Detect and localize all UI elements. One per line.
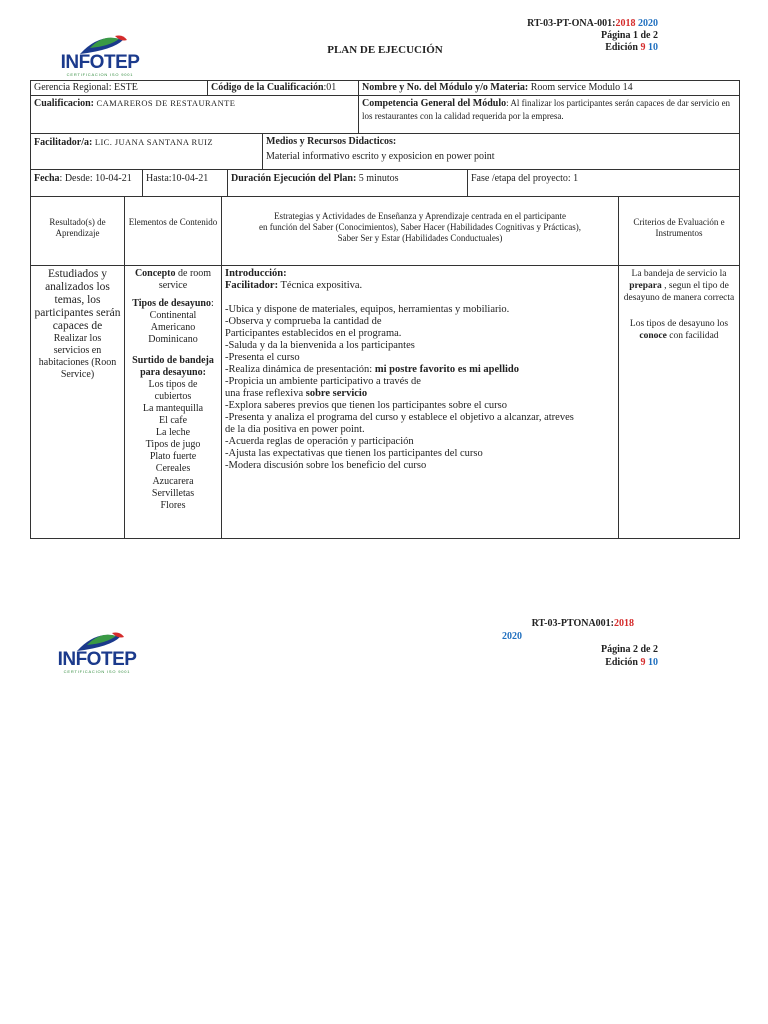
duracion-cell: Duración Ejecución del Plan: 5 minutos (228, 170, 468, 196)
header-estrategias: Estrategias y Actividades de Enseñanza y Aprendizaje centrada en el participante en función del Saber (Conocimientos), Saber Hacer (Habilidades Cognitivas y Prácticas), Saber Ser y Estar (Habilidades Conductuales) (222, 197, 619, 265)
medios-cell: Medios y Recursos Didacticos: Material informativo escrito y exposicion en power point (266, 136, 495, 162)
page-number: Página 2 de 2 (601, 644, 658, 655)
competencia-cell: Competencia General del Módulo: Al finalizar los participantes serán capaces de dar servicio en los restaurantes con la calidad requerida por la empresa. (362, 98, 731, 121)
document-header-info-page2 (500, 617, 660, 669)
row-facilitador (31, 134, 739, 170)
infotep-logo (55, 30, 145, 80)
logo-brand: INFOTEP (57, 649, 137, 670)
document-code: RT-03-PT-ONA-001:2018 2020 (527, 18, 658, 29)
header-criterios: Criterios de Evaluación e Instrumentos (633, 217, 725, 238)
resultados-cell: Estudiados y analizados los temas, los participantes serán capaces de Realizar los servicios en habitaciones (Roon Service) (31, 266, 125, 538)
logo-tagline: CERTIFICACION ISO 9001 (66, 72, 134, 77)
estrategias-cell: Introducción: Facilitador: Técnica expositiva. -Ubica y dispone de materiales, equipos, herramientas y mobiliario. -Observa y comprueba la cantidad de Participantes establecidos en el programa. -Saluda y da la bienvenida a los participantes -Presenta el curso -Realiza dinámica de presentación: mi postre favorito es mi apellido -Propicia un ambiente participativo a través de una frase reflexiva sobre servicio -Explora saberes previos que tienen los participantes sobre el curso -Presenta y analiza el programa del curso y establece el objetivo a alcanzar, atreves de la dia positiva en power point. -Acuerda reglas de operación y participación -Ajusta las expectativas que tienen los participantes del curso -Modera discusión sobre los beneficio del curso (222, 266, 619, 538)
codigo-cell: Código de la Cualificación:01 (208, 81, 359, 95)
criterio-2: Los tipos de desayuno los conoce con facilidad (629, 319, 729, 341)
logo-tagline: CERTIFICACION ISO 9001 (63, 669, 131, 674)
page-number: Página 1 de 2 (601, 30, 658, 41)
header-elementos: Elementos de Contenido (125, 197, 222, 265)
row-column-headers (31, 197, 739, 266)
execution-plan-table (30, 80, 740, 539)
row-gerencia (31, 81, 739, 96)
row-fecha (31, 170, 739, 197)
criterio-1: La bandeja de servicio la prepara , segun el tipo de desayuno de manera correcta (623, 269, 735, 303)
document-code: RT-03-PTONA001:2018 (531, 618, 634, 629)
gerencia-cell: Gerencia Regional: ESTE (31, 81, 208, 95)
facilitador-cell: Facilitador/a: LIC. JUANA SANTANA RUIZ (31, 134, 263, 169)
document-header-info (527, 18, 658, 54)
edition: Edición 9 10 (605, 42, 658, 53)
edition: Edición 9 10 (605, 657, 658, 668)
fecha-cell: Fecha: Desde: 10-04-21 (31, 170, 143, 196)
logo-brand: INFOTEP (60, 52, 140, 73)
cualificacion-cell: Cualificacion: CAMAREROS DE RESTAURANTE (31, 96, 359, 133)
criterios-cell (619, 266, 739, 538)
document-code-year: 2020 (502, 631, 522, 642)
row-cualificacion (31, 96, 739, 134)
hasta-cell: Hasta:10-04-21 (143, 170, 228, 196)
row-content (31, 266, 739, 538)
elementos-cell: Concepto de room service Tipos de desayuno: Continental Americano Dominicano Surtido de bandeja para desayuno: Los tipos de cubiertos La mantequilla El cafe La leche Tipos de jugo Plato fuerte Cereales Azucarera Servilletas Flores (125, 266, 222, 538)
fase-cell: Fase /etapa del proyecto: 1 (471, 173, 579, 184)
infotep-logo-page2 (52, 627, 142, 677)
header-resultados: Resultado(s) de Aprendizaje (31, 197, 125, 265)
page-title: PLAN DE EJECUCIÓN (327, 44, 443, 56)
modulo-cell: Nombre y No. del Módulo y/o Materia: Room service Modulo 14 (362, 82, 633, 93)
